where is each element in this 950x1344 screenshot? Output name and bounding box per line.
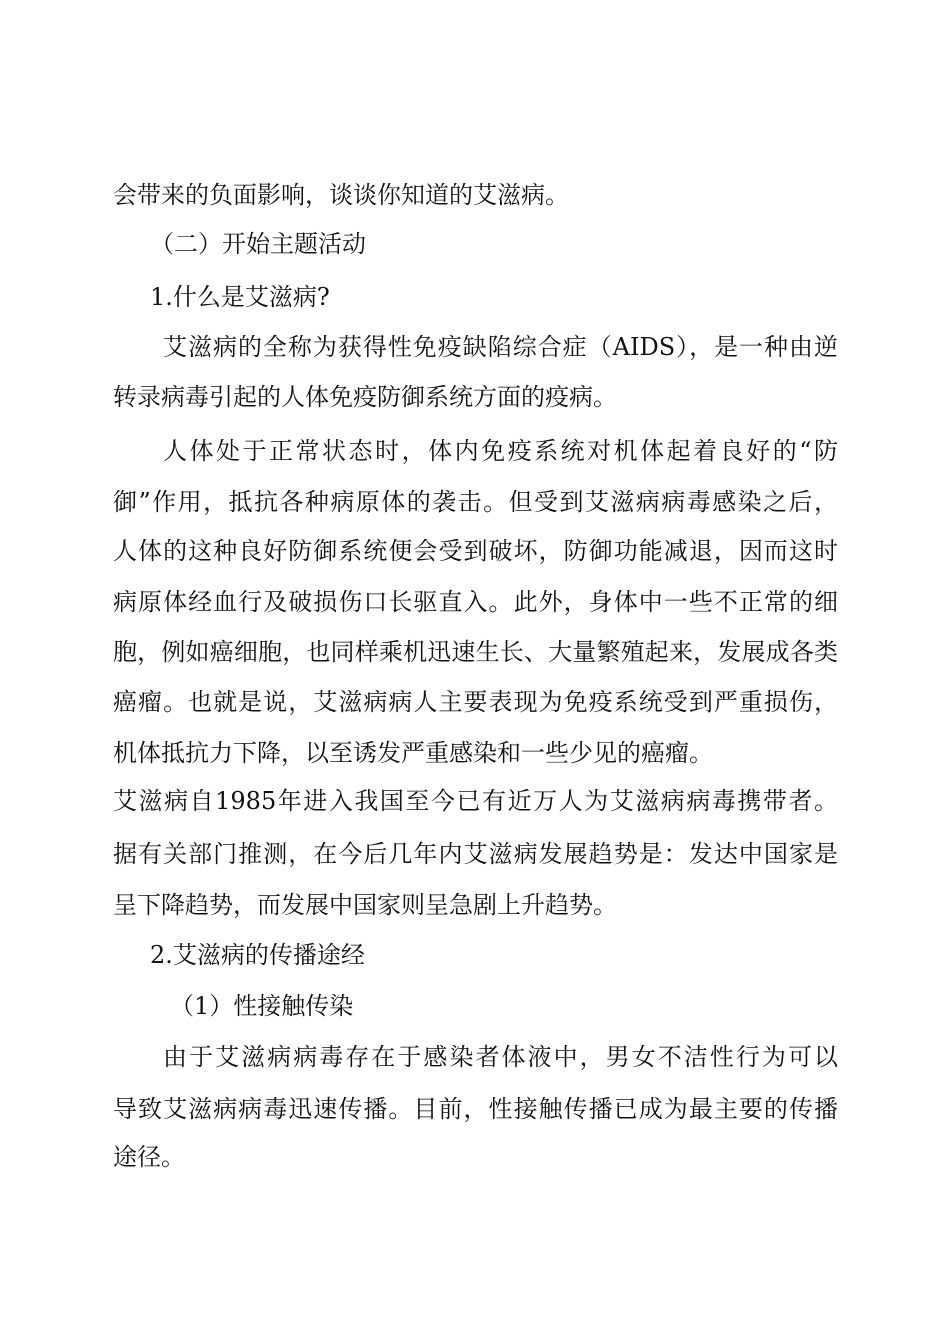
paragraph-line: 人体处于正常状态时，体内免疫系统对机体起着良好的“防 (163, 437, 838, 465)
paragraph-line: 呈下降趋势，而发展中国家则呈急剧上升趋势。 (113, 891, 617, 919)
paragraph-line: 癌瘤。也就是说，艾滋病病人主要表现为免疫系统受到严重损伤， (113, 688, 838, 716)
paragraph-line: 途径。 (113, 1143, 185, 1171)
paragraph-line: 据有关部门推测，在今后几年内艾滋病发展趋势是：发达中国家是 (113, 840, 838, 868)
subsection-heading: 2.艾滋病的传播途经 (150, 941, 365, 969)
paragraph-line: 机体抵抗力下降，以至诱发严重感染和一些少见的癌瘤。 (113, 739, 713, 767)
section-heading: （二）开始主题活动 (150, 230, 366, 258)
paragraph-line: 艾滋病自1985年进入我国至今已有近万人为艾滋病病毒携带者。 (113, 787, 838, 815)
paragraph-line: 胞，例如癌细胞，也同样乘机迅速生长、大量繁殖起来，发展成各类 (113, 638, 838, 666)
paragraph-line: 艾滋病的全称为获得性免疫缺陷综合症（AIDS），是一种由逆 (163, 333, 838, 361)
paragraph-line: 由于艾滋病病毒存在于感染者体液中，男女不洁性行为可以 (163, 1043, 838, 1071)
paragraph-line: 转录病毒引起的人体免疫防御系统方面的疫病。 (113, 383, 617, 411)
paragraph-line: 御”作用，抵抗各种病原体的袭击。但受到艾滋病病毒感染之后， (113, 488, 838, 516)
subsection-heading: （1）性接触传染 (170, 992, 354, 1020)
paragraph-line: 病原体经血行及破损伤口长驱直入。此外，身体中一些不正常的细 (113, 588, 838, 616)
text-line: 会带来的负面影响，谈谈你知道的艾滋病。 (113, 181, 569, 209)
subsection-heading: 1.什么是艾滋病? (150, 283, 330, 311)
paragraph-line: 人体的这种良好防御系统便会受到破坏，防御功能减退，因而这时 (113, 537, 838, 565)
paragraph-line: 导致艾滋病病毒迅速传播。目前，性接触传播已成为最主要的传播 (113, 1095, 838, 1123)
